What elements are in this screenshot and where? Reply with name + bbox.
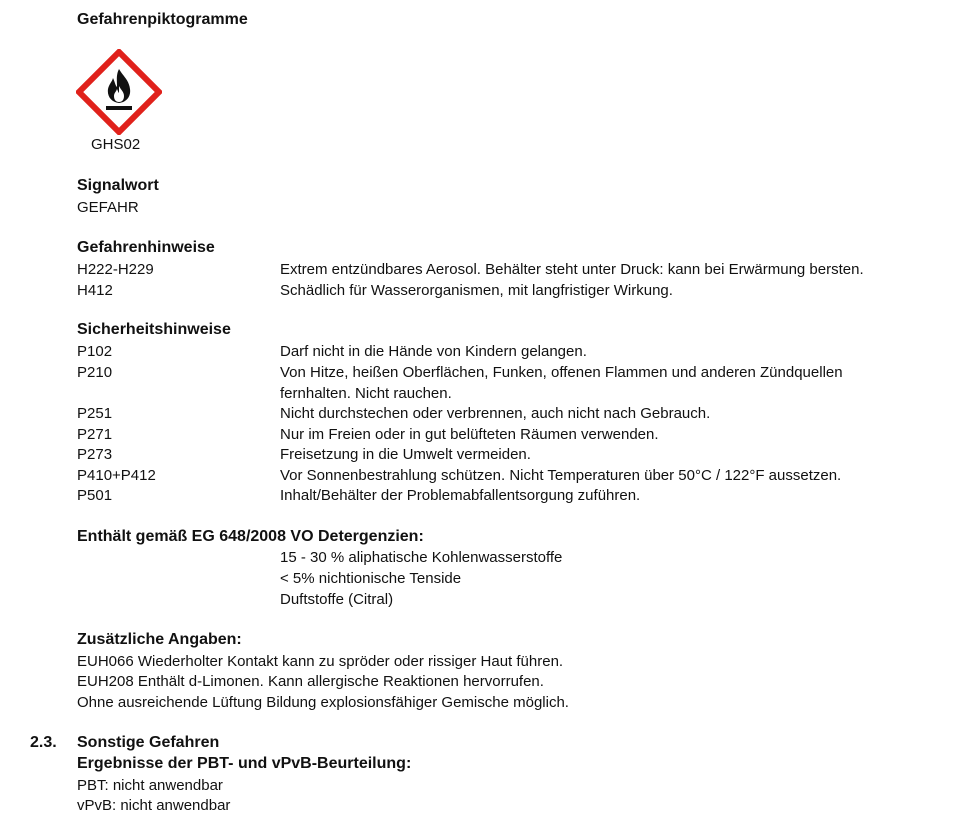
precaution-code: P271 xyxy=(77,426,113,443)
pictogram-code: GHS02 xyxy=(91,136,141,153)
precaution-text: Nur im Freien oder in gut belüfteten Räumen verwenden. xyxy=(280,426,659,443)
detergents-heading: Enthält gemäß EG 648/2008 VO Detergenzien: xyxy=(77,528,424,545)
precaution-row xyxy=(0,342,958,363)
precaution-text: Darf nicht in die Hände von Kindern gelangen. xyxy=(280,343,587,360)
pbt-assessment-heading: Ergebnisse der PBT- und vPvB-Beurteilung: xyxy=(77,755,412,772)
precaution-code: P210 xyxy=(77,364,113,381)
ghs02-flame-icon xyxy=(76,49,162,135)
precaution-row xyxy=(0,445,958,466)
detergent-item: 15 - 30 % aliphatische Kohlenwasserstoffe xyxy=(280,549,563,566)
section-number: 2.3. xyxy=(30,734,57,751)
precaution-code: P410+P412 xyxy=(77,467,156,484)
detergent-item: Duftstoffe (Citral) xyxy=(280,591,394,608)
vpvb-line: vPvB: nicht anwendbar xyxy=(77,797,231,814)
signalword-heading: Signalwort xyxy=(77,177,159,194)
signalword-value: GEFAHR xyxy=(77,199,139,216)
precaution-code: P251 xyxy=(77,405,113,422)
precautionary-statements-heading: Sicherheitshinweise xyxy=(77,321,231,338)
additional-info-line: EUH208 Enthält d-Limonen. Kann allergische Reaktionen hervorrufen. xyxy=(77,673,544,690)
precaution-code: P102 xyxy=(77,343,113,360)
precaution-row xyxy=(0,404,958,425)
additional-info-heading: Zusätzliche Angaben: xyxy=(77,631,242,648)
precaution-row xyxy=(0,363,958,405)
pictograms-heading: Gefahrenpiktogramme xyxy=(77,11,248,28)
detergent-item: < 5% nichtionische Tenside xyxy=(280,570,462,587)
hazard-text: Schädlich für Wasserorganismen, mit langfristiger Wirkung. xyxy=(280,282,673,299)
precaution-text: Vor Sonnenbestrahlung schützen. Nicht Temperaturen über 50°C / 122°F aussetzen. xyxy=(280,467,842,484)
additional-info-line: Ohne ausreichende Lüftung Bildung explosionsfähiger Gemische möglich. xyxy=(77,694,569,711)
hazard-text: Extrem entzündbares Aerosol. Behälter steht unter Druck: kann bei Erwärmung bersten. xyxy=(280,261,864,278)
hazard-code: H412 xyxy=(77,282,113,299)
precaution-text: Freisetzung in die Umwelt vermeiden. xyxy=(280,446,531,463)
pbt-line: PBT: nicht anwendbar xyxy=(77,777,223,794)
precaution-row xyxy=(0,466,958,487)
precaution-row xyxy=(0,486,958,507)
precaution-text: Nicht durchstechen oder verbrennen, auch nicht nach Gebrauch. xyxy=(280,405,711,422)
precaution-code: P501 xyxy=(77,487,113,504)
precaution-row xyxy=(0,425,958,446)
section-title: Sonstige Gefahren xyxy=(77,734,220,751)
precaution-text-continued: fernhalten. Nicht rauchen. xyxy=(280,384,452,402)
hazard-row xyxy=(0,281,958,302)
precaution-code: P273 xyxy=(77,446,113,463)
hazard-code: H222-H229 xyxy=(77,261,154,278)
additional-info-line: EUH066 Wiederholter Kontakt kann zu spröder oder rissiger Haut führen. xyxy=(77,653,564,670)
hazard-row xyxy=(0,260,958,281)
precaution-text: Inhalt/Behälter der Problemabfallentsorgung zuführen. xyxy=(280,487,641,504)
hazard-statements-heading: Gefahrenhinweise xyxy=(77,239,215,256)
precaution-text: Von Hitze, heißen Oberflächen, Funken, offenen Flammen und anderen Zündquellen xyxy=(280,364,843,381)
